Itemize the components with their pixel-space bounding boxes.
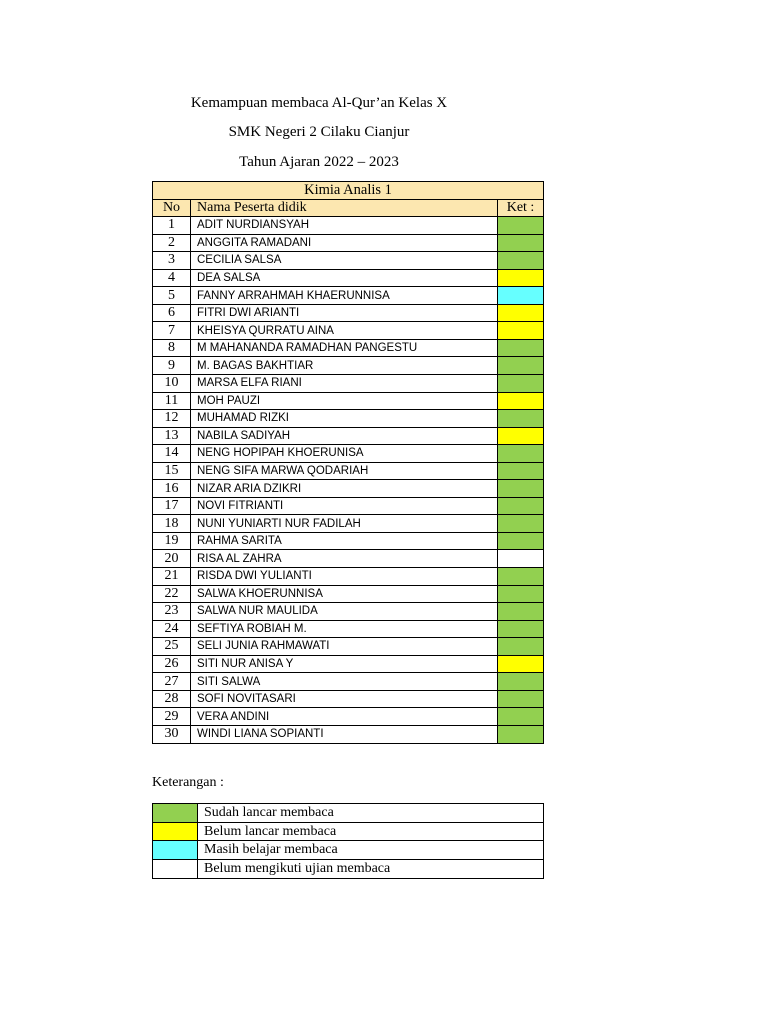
student-number: 30 [153,725,191,743]
student-name: SITI NUR ANISA Y [191,655,498,673]
student-number: 28 [153,690,191,708]
status-color-cell [498,690,544,708]
student-name: RISA AL ZAHRA [191,550,498,568]
student-name: FITRI DWI ARIANTI [191,304,498,322]
student-number: 9 [153,357,191,375]
student-number: 11 [153,392,191,410]
legend-row [153,860,544,879]
student-row [153,427,544,445]
students-table-body [153,182,544,744]
student-name: M MAHANANDA RAMADHAN PANGESTU [191,339,498,357]
status-color-cell [498,673,544,691]
student-row [153,673,544,691]
student-row [153,708,544,726]
student-number: 3 [153,252,191,270]
student-name: M. BAGAS BAKHTIAR [191,357,498,375]
student-number: 21 [153,568,191,586]
document-title: Kemampuan membaca Al-Qur’an Kelas X [190,95,448,111]
academic-year: Tahun Ajaran 2022 – 2023 [239,154,399,170]
student-row [153,655,544,673]
legend-row [153,841,544,860]
student-name: MUHAMAD RIZKI [191,410,498,428]
student-row [153,550,544,568]
status-color-cell [498,585,544,603]
student-row [153,603,544,621]
column-header-ket: Ket : [498,199,544,217]
student-row [153,725,544,743]
status-color-cell [498,462,544,480]
student-name: NENG SIFA MARWA QODARIAH [191,462,498,480]
student-name: WINDI LIANA SOPIANTI [191,725,498,743]
status-color-cell [498,234,544,252]
student-row [153,217,544,235]
student-row [153,269,544,287]
student-number: 27 [153,673,191,691]
legend-title: Keterangan : [152,775,224,790]
legend-table [152,803,544,879]
status-color-cell [498,603,544,621]
student-number: 26 [153,655,191,673]
student-name: MOH PAUZI [191,392,498,410]
student-row [153,252,544,270]
student-row [153,515,544,533]
student-name: RAHMA SARITA [191,532,498,550]
student-name: SALWA NUR MAULIDA [191,603,498,621]
legend-swatch [153,860,198,879]
status-color-cell [498,655,544,673]
student-number: 5 [153,287,191,305]
student-row [153,339,544,357]
student-name: VERA ANDINI [191,708,498,726]
student-number: 19 [153,532,191,550]
status-color-cell [498,375,544,393]
student-name: DEA SALSA [191,269,498,287]
student-name: SALWA KHOERUNNISA [191,585,498,603]
status-color-cell [498,620,544,638]
status-color-cell [498,445,544,463]
student-row [153,234,544,252]
class-header-row [153,182,544,200]
legend-label: Belum mengikuti ujian membaca [198,860,544,879]
status-color-cell [498,568,544,586]
status-color-cell [498,392,544,410]
status-color-cell [498,497,544,515]
student-number: 4 [153,269,191,287]
student-number: 25 [153,638,191,656]
legend-row [153,804,544,823]
column-header-name: Nama Peserta didik [191,199,498,217]
status-color-cell [498,638,544,656]
student-name: SOFI NOVITASARI [191,690,498,708]
status-color-cell [498,322,544,340]
student-row [153,304,544,322]
status-color-cell [498,217,544,235]
student-row [153,287,544,305]
student-name: SEFTIYA ROBIAH M. [191,620,498,638]
student-name: FANNY ARRAHMAH KHAERUNNISA [191,287,498,305]
student-number: 10 [153,375,191,393]
student-number: 12 [153,410,191,428]
status-color-cell [498,725,544,743]
student-row [153,375,544,393]
column-header-row [153,199,544,217]
student-number: 6 [153,304,191,322]
student-number: 23 [153,603,191,621]
student-number: 2 [153,234,191,252]
class-title: Kimia Analis 1 [153,182,544,200]
status-color-cell [498,269,544,287]
status-color-cell [498,339,544,357]
status-color-cell [498,304,544,322]
student-name: SELI JUNIA RAHMAWATI [191,638,498,656]
student-row [153,462,544,480]
status-color-cell [498,357,544,375]
student-name: NOVI FITRIANTI [191,497,498,515]
status-color-cell [498,708,544,726]
school-name: SMK Negeri 2 Cilaku Cianjur [228,124,410,140]
status-color-cell [498,252,544,270]
student-row [153,410,544,428]
status-color-cell [498,287,544,305]
student-number: 15 [153,462,191,480]
student-number: 20 [153,550,191,568]
student-number: 8 [153,339,191,357]
student-name: MARSA ELFA RIANI [191,375,498,393]
student-name: RISDA DWI YULIANTI [191,568,498,586]
student-row [153,638,544,656]
status-color-cell [498,515,544,533]
student-number: 24 [153,620,191,638]
status-color-cell [498,532,544,550]
student-row [153,585,544,603]
student-row [153,392,544,410]
status-color-cell [498,480,544,498]
student-number: 17 [153,497,191,515]
student-row [153,357,544,375]
student-number: 14 [153,445,191,463]
student-row [153,568,544,586]
student-row [153,497,544,515]
student-name: NUNI YUNIARTI NUR FADILAH [191,515,498,533]
student-name: SITI SALWA [191,673,498,691]
legend-label: Belum lancar membaca [198,822,544,841]
column-header-no: No [153,199,191,217]
legend-label: Masih belajar membaca [198,841,544,860]
student-number: 16 [153,480,191,498]
legend-swatch [153,822,198,841]
student-name: CECILIA SALSA [191,252,498,270]
legend-table-body [153,804,544,879]
legend-swatch [153,841,198,860]
student-number: 13 [153,427,191,445]
student-number: 22 [153,585,191,603]
legend-label: Sudah lancar membaca [198,804,544,823]
status-color-cell [498,550,544,568]
student-number: 1 [153,217,191,235]
student-number: 18 [153,515,191,533]
student-row [153,480,544,498]
student-name: ANGGITA RAMADANI [191,234,498,252]
student-row [153,445,544,463]
student-name: NENG HOPIPAH KHOERUNISA [191,445,498,463]
student-row [153,620,544,638]
student-row [153,532,544,550]
student-row [153,690,544,708]
student-row [153,322,544,340]
student-name: ADIT NURDIANSYAH [191,217,498,235]
student-number: 7 [153,322,191,340]
student-name: KHEISYA QURRATU AINA [191,322,498,340]
student-number: 29 [153,708,191,726]
status-color-cell [498,410,544,428]
legend-row [153,822,544,841]
student-name: NABILA SADIYAH [191,427,498,445]
students-table [152,181,544,744]
status-color-cell [498,427,544,445]
legend-swatch [153,804,198,823]
student-name: NIZAR ARIA DZIKRI [191,480,498,498]
